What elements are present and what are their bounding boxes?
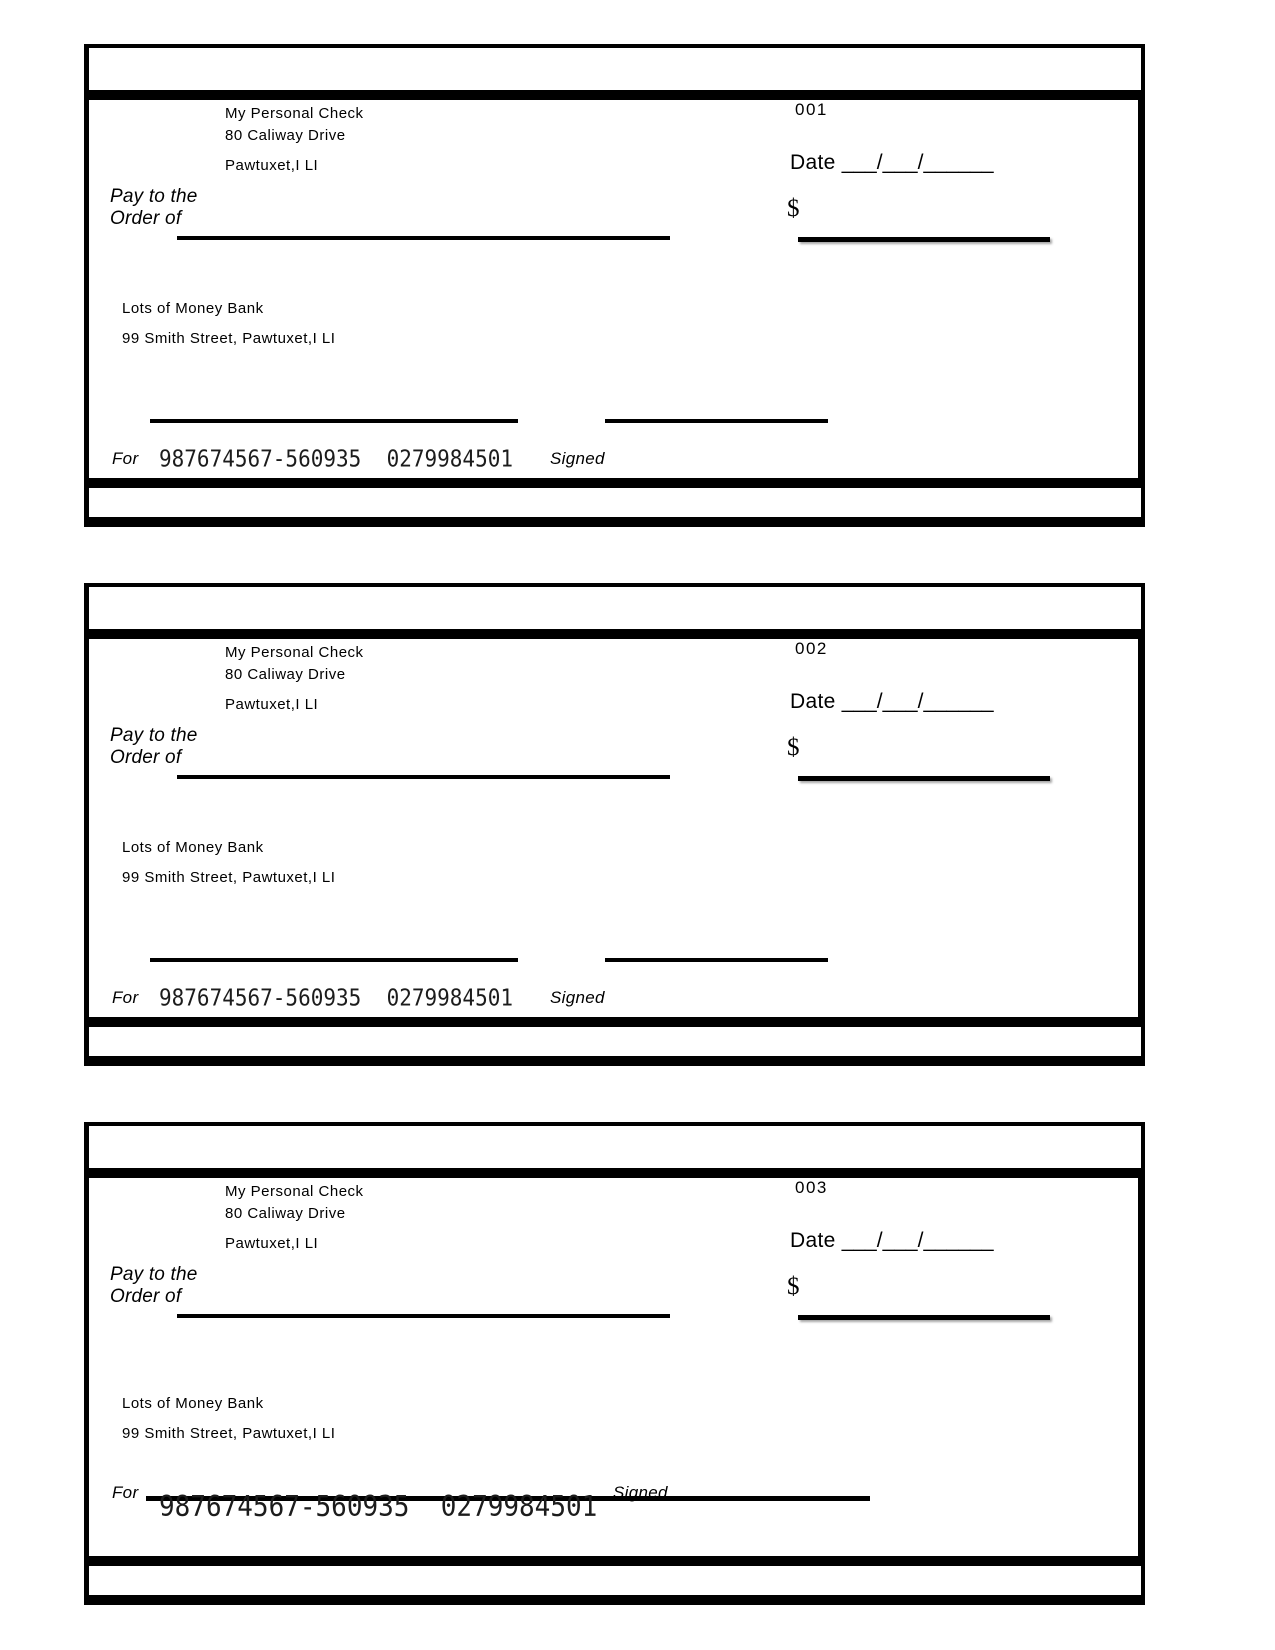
dollar-sign: $ — [787, 1273, 800, 1300]
date-row — [790, 1229, 994, 1253]
for-label: For — [112, 988, 139, 1007]
amount-line[interactable] — [798, 1315, 1050, 1320]
micr-account-numbers: 987674567-560935 0279984501 — [159, 446, 514, 472]
micr-account-numbers: 987674567-560935 0279984501 — [159, 1491, 598, 1524]
pay-to-the-order-of-label: Pay to the Order of — [110, 1264, 198, 1307]
check-top-bar — [84, 1168, 1145, 1178]
date-row — [790, 690, 994, 714]
signed-label: Signed — [613, 1483, 668, 1502]
signature-line[interactable] — [605, 419, 828, 423]
bank-name: Lots of Money Bank — [122, 300, 264, 317]
for-label: For — [112, 1483, 139, 1502]
payee-line[interactable] — [177, 775, 670, 779]
date-label: Date — [790, 151, 842, 174]
check-block — [84, 44, 1145, 527]
check-right-border — [1138, 1178, 1145, 1566]
payee-line[interactable] — [177, 1314, 670, 1318]
payer-name: My Personal Check — [225, 105, 364, 122]
payer-name: My Personal Check — [225, 644, 364, 661]
bank-address: 99 Smith Street, Pawtuxet,I LI — [122, 1425, 336, 1442]
check-right-border — [1138, 100, 1145, 488]
micr-account-numbers: 987674567-560935 0279984501 — [159, 985, 514, 1011]
date-blank-line[interactable]: ___/___/______ — [841, 690, 994, 713]
amount-line[interactable] — [798, 237, 1050, 242]
check-block — [84, 583, 1145, 1066]
date-label: Date — [790, 690, 842, 713]
check-bottom-bar — [84, 1017, 1145, 1027]
check-top-bar — [84, 629, 1145, 639]
check-number: 003 — [795, 1178, 828, 1197]
check-number: 001 — [795, 100, 828, 119]
bank-name: Lots of Money Bank — [122, 1395, 264, 1412]
date-row — [790, 151, 994, 175]
memo-line[interactable] — [150, 419, 518, 423]
payer-address: 80 Caliway Drive — [225, 1205, 346, 1222]
dollar-sign: $ — [787, 195, 800, 222]
bank-name: Lots of Money Bank — [122, 839, 264, 856]
date-blank-line[interactable]: ___/___/______ — [841, 151, 994, 174]
amount-line[interactable] — [798, 776, 1050, 781]
check-block — [84, 1122, 1145, 1605]
pay-to-the-order-of-label: Pay to the Order of — [110, 186, 198, 229]
signed-label: Signed — [550, 988, 605, 1007]
date-label: Date — [790, 1229, 842, 1252]
pay-to-the-order-of-label: Pay to the Order of — [110, 725, 198, 768]
check-bottom-bar — [84, 1556, 1145, 1566]
check-right-border — [1138, 639, 1145, 1027]
payer-address: 80 Caliway Drive — [225, 127, 346, 144]
dollar-sign: $ — [787, 734, 800, 761]
check-bottom-bar — [84, 478, 1145, 488]
check-top-bar — [84, 90, 1145, 100]
bank-address: 99 Smith Street, Pawtuxet,I LI — [122, 330, 336, 347]
for-label: For — [112, 449, 139, 468]
payer-city: Pawtuxet,I LI — [225, 696, 319, 713]
memo-line[interactable] — [150, 958, 518, 962]
date-blank-line[interactable]: ___/___/______ — [841, 1229, 994, 1252]
payer-name: My Personal Check — [225, 1183, 364, 1200]
payee-line[interactable] — [177, 236, 670, 240]
payer-address: 80 Caliway Drive — [225, 666, 346, 683]
bank-address: 99 Smith Street, Pawtuxet,I LI — [122, 869, 336, 886]
check-number: 002 — [795, 639, 828, 658]
signed-label: Signed — [550, 449, 605, 468]
payer-city: Pawtuxet,I LI — [225, 157, 319, 174]
signature-line[interactable] — [605, 958, 828, 962]
payer-city: Pawtuxet,I LI — [225, 1235, 319, 1252]
